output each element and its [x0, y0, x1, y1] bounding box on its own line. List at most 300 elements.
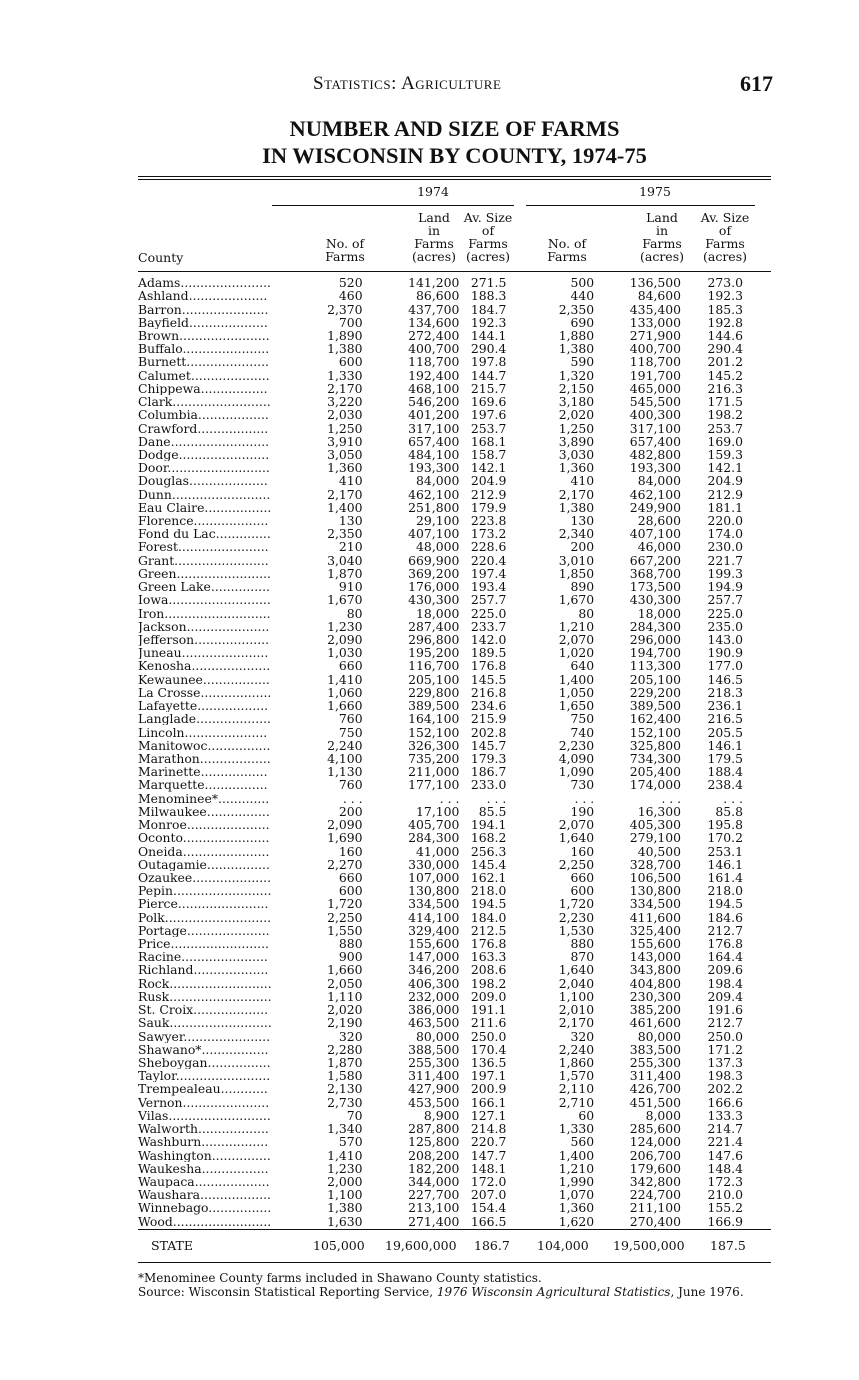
avsize-1975: 199.3: [707, 565, 743, 581]
land-1975: . . .: [661, 790, 682, 806]
county-name: [138, 646, 272, 659]
land-1974: 205,100: [408, 671, 460, 687]
county-label: Door: [138, 461, 168, 475]
land-1975: 80,000: [637, 1028, 682, 1044]
rule-1974: [272, 205, 514, 206]
avsize-1975: 145.2: [707, 367, 743, 383]
source-prefix: Source: Wisconsin Statistical Reporting Service,: [138, 1285, 437, 1299]
leader-dots: ....................: [191, 659, 271, 673]
farms-1975: 1,570: [558, 1068, 595, 1084]
farms-1975: 60: [578, 1107, 595, 1123]
land-1974: 346,200: [408, 962, 460, 978]
avsize-1974: 163.3: [470, 949, 507, 965]
avsize-1975: 220.0: [707, 513, 743, 529]
county-name: [138, 1043, 272, 1056]
farms-1975: 1,210: [558, 618, 595, 634]
farms-1974: 1,380: [327, 341, 363, 357]
col-avsize-1975: [697, 211, 753, 263]
avsize-1975: 290.4: [707, 341, 743, 357]
land-1975: 407,100: [629, 526, 682, 542]
leader-dots: ...........................: [164, 910, 272, 924]
avsize-1974: 197.1: [470, 1068, 507, 1084]
table-row: [138, 1122, 743, 1135]
col-land-1975: [636, 211, 688, 263]
table-row: [138, 606, 743, 619]
table-row: [138, 540, 743, 553]
land-1974: 107,000: [408, 869, 460, 885]
land-1974: 272,400: [408, 327, 460, 343]
farms-1974: 2,730: [327, 1094, 363, 1110]
hdr-line: Farms: [547, 249, 587, 264]
county-label: Green Lake: [138, 580, 211, 594]
avsize-1975: 209.6: [707, 962, 743, 978]
state-rule-bottom: [138, 1262, 771, 1263]
county-name: [138, 633, 272, 646]
avsize-1974: 188.3: [470, 288, 507, 304]
county-name: [138, 540, 272, 553]
land-1974: 388,500: [408, 1041, 460, 1057]
leader-dots: ...................: [193, 963, 269, 977]
avsize-1974: 228.6: [470, 539, 507, 555]
table-row: [138, 1069, 743, 1082]
avsize-1974: 168.2: [470, 830, 507, 846]
table-row: [138, 963, 743, 976]
leader-dots: .........................: [172, 394, 271, 409]
avsize-1974: 209.0: [470, 988, 507, 1004]
land-1974: 155,600: [408, 936, 460, 952]
table-row: [138, 554, 743, 567]
farms-1975: 410: [570, 473, 595, 489]
table-row: [138, 990, 743, 1003]
hdr-line: Farms: [705, 236, 745, 251]
county-label: Clark: [138, 394, 173, 409]
farms-1974: 80: [346, 605, 363, 621]
county-name: [138, 620, 272, 633]
farms-1975: 600: [570, 883, 595, 899]
avsize-1974: 290.4: [470, 341, 507, 357]
avsize-1975: 177.0: [707, 658, 743, 674]
leader-dots: .....................: [186, 923, 270, 937]
farms-1975: 1,090: [558, 764, 595, 780]
leader-dots: .........................: [170, 434, 270, 448]
table-row: [138, 659, 743, 672]
county-label: Adams: [138, 276, 181, 290]
leader-dots: ....................: [189, 474, 268, 488]
land-1974: 311,400: [408, 1068, 460, 1084]
farms-1974: 1,230: [327, 618, 363, 634]
leader-dots: ..................: [197, 421, 269, 435]
farms-1974: 3,040: [327, 552, 363, 568]
avsize-1974: 197.6: [470, 407, 507, 423]
avsize-1975: 192.8: [707, 314, 743, 330]
county-label: Milwaukee: [138, 804, 207, 818]
leader-dots: ....................: [190, 368, 270, 382]
farms-1975: 1,650: [558, 698, 595, 714]
avsize-1975: 191.6: [707, 1002, 743, 1018]
land-1975: 389,500: [629, 698, 682, 714]
hdr-line: Farms: [642, 236, 682, 251]
avsize-1975: 146.5: [707, 671, 743, 687]
land-1974: 406,300: [408, 975, 460, 991]
farms-1974: 1,630: [327, 1213, 363, 1229]
farms-1974: 1,550: [327, 922, 363, 938]
avsize-1975: 185.3: [707, 301, 743, 317]
farms-1974: 2,020: [327, 1002, 363, 1018]
leader-dots: .........................: [171, 487, 271, 501]
table-row: [138, 950, 743, 963]
county-name: [138, 963, 272, 976]
county-name: [138, 1148, 272, 1161]
land-1974: 130,800: [408, 883, 460, 899]
land-1974: 229,800: [408, 684, 460, 700]
farms-1974: 660: [338, 869, 363, 885]
county-name: [138, 1003, 272, 1016]
avsize-1975: 155.2: [707, 1200, 743, 1216]
land-1975: 411,600: [629, 909, 682, 925]
avsize-1975: 238.4: [707, 777, 743, 793]
land-1975: 325,400: [629, 922, 682, 938]
county-name: [138, 699, 272, 712]
leader-dots: ..........................: [168, 593, 271, 607]
land-1975: 106,500: [629, 869, 682, 885]
land-1975: 426,700: [629, 1081, 682, 1097]
page-number: 617: [740, 71, 773, 96]
leader-dots: ................: [207, 1055, 271, 1070]
county-name: [138, 950, 272, 963]
farms-1974: 1,580: [327, 1068, 363, 1084]
farms-1975: 160: [570, 843, 595, 859]
avsize-1974: 142.0: [470, 632, 507, 648]
avsize-1974: 202.8: [470, 724, 507, 740]
avsize-1974: 154.4: [470, 1200, 507, 1216]
farms-1975: 2,010: [558, 1002, 595, 1018]
county-label: Kenosha: [138, 659, 192, 673]
hdr-line: of: [718, 223, 732, 238]
farms-1974: 760: [338, 711, 363, 727]
table-row: [138, 725, 743, 738]
land-1975: 84,600: [637, 288, 682, 304]
county-label: Vernon: [138, 1095, 183, 1109]
land-1974: 330,000: [408, 856, 460, 872]
farms-1974: 1,130: [327, 764, 363, 780]
avsize-1975: 164.4: [707, 949, 743, 965]
avsize-1974: 172.0: [470, 1173, 507, 1189]
land-1974: 401,200: [408, 407, 460, 423]
avsize-1974: 215.7: [470, 380, 507, 396]
avsize-1975: 209.4: [707, 988, 743, 1004]
land-1975: 40,500: [637, 843, 682, 859]
land-1975: 328,700: [629, 856, 682, 872]
avsize-1975: 195.8: [707, 817, 743, 833]
land-1974: 484,100: [408, 446, 460, 462]
county-label: Racine: [138, 950, 182, 964]
avsize-1975: 216.5: [707, 711, 743, 727]
farms-1974: 1,380: [327, 1200, 363, 1216]
avsize-1974: 176.8: [470, 936, 507, 952]
farms-1975: 1,990: [558, 1173, 595, 1189]
leader-dots: ..................: [197, 408, 269, 422]
avsize-1974: 166.5: [470, 1213, 507, 1229]
avsize-1975: 236.1: [707, 698, 743, 714]
county-label: Eau Claire: [138, 500, 205, 514]
hdr-line: Land: [646, 210, 678, 225]
avsize-1974: 212.9: [470, 486, 507, 502]
county-name: [138, 355, 272, 368]
avsize-1974: 256.3: [470, 843, 507, 859]
land-1974: 669,900: [408, 552, 460, 568]
farms-1974: 1,330: [327, 367, 363, 383]
farms-1974: 2,000: [327, 1173, 363, 1189]
land-1974: . . .: [439, 790, 460, 806]
leader-dots: .........................: [170, 936, 269, 951]
leader-dots: ...................: [193, 513, 269, 528]
county-label: Oconto: [138, 831, 183, 845]
land-1974: 255,300: [408, 1055, 460, 1071]
year-1974-label: 1974: [417, 184, 449, 199]
county-label: Pepin: [138, 884, 173, 898]
farms-1975: 870: [570, 949, 595, 965]
county-name: [138, 805, 272, 818]
county-label: Shawano*: [138, 1042, 202, 1056]
land-1975: 224,700: [629, 1187, 682, 1203]
avsize-1974: 189.5: [470, 645, 507, 661]
farms-1975: 2,170: [558, 1015, 595, 1031]
farms-1974: 2,090: [327, 632, 363, 648]
farms-1974: 1,890: [327, 327, 363, 343]
avsize-1975: 171.2: [707, 1041, 743, 1057]
land-1974: 195,200: [408, 645, 460, 661]
farms-1974: 2,170: [327, 486, 363, 502]
table-row: [138, 673, 743, 686]
land-1974: 369,200: [408, 565, 460, 581]
avsize-1974: 191.1: [470, 1002, 507, 1018]
avsize-1975: 144.6: [707, 327, 743, 343]
land-1974: 389,500: [408, 698, 460, 714]
table-row: [138, 1096, 743, 1109]
county-label: Portage: [138, 923, 187, 937]
land-1975: 296,000: [629, 632, 682, 648]
county-name: [138, 316, 272, 329]
land-1974: 41,000: [416, 843, 460, 859]
county-label: Jackson: [138, 619, 187, 633]
avsize-1974: 145.4: [470, 856, 507, 872]
land-1974: 334,500: [408, 896, 460, 912]
county-name: [138, 488, 272, 501]
avsize-1974: 184.7: [470, 301, 507, 317]
farms-1975: 80: [578, 605, 595, 621]
farms-1974: 1,670: [327, 592, 363, 608]
leader-dots: ..................: [200, 1188, 271, 1202]
county-label: Lincoln: [138, 725, 185, 739]
county-name: [138, 924, 272, 937]
county-name: [138, 527, 272, 540]
farms-1975: 320: [570, 1028, 595, 1044]
county-label: Bayfield: [138, 315, 189, 329]
avsize-1974: 214.8: [470, 1121, 507, 1137]
land-1974: 48,000: [416, 539, 460, 555]
county-label: Dodge: [138, 447, 179, 462]
avsize-1974: 179.9: [470, 499, 507, 515]
farms-1975: 2,230: [558, 909, 595, 925]
farms-1974: 1,230: [327, 1160, 363, 1176]
hdr-line: in: [655, 223, 669, 238]
county-label: Burnett: [138, 355, 187, 369]
county-name: [138, 606, 272, 619]
farms-1974: 2,350: [327, 526, 363, 542]
leader-dots: ......................: [181, 302, 269, 316]
county-name: [138, 871, 272, 884]
farms-1975: 1,070: [558, 1187, 595, 1203]
farms-1975: 2,340: [558, 526, 595, 542]
county-label: Trempealeau: [138, 1082, 221, 1096]
land-1975: 545,500: [629, 394, 682, 410]
leader-dots: .......................: [177, 540, 269, 554]
avsize-1975: 171.5: [707, 394, 743, 410]
table-row: [138, 805, 743, 818]
land-1974: 29,100: [416, 513, 460, 529]
farms-1974: 1,690: [327, 830, 363, 846]
table-row: [138, 435, 743, 448]
county-name: [138, 725, 272, 738]
county-name: [138, 276, 272, 289]
avsize-1975: 205.5: [707, 724, 743, 740]
land-1974: 80,000: [416, 1028, 460, 1044]
farms-1975: 1,620: [558, 1213, 595, 1229]
farms-1974: 570: [338, 1134, 363, 1150]
table-row: [138, 924, 743, 937]
county-label: Monroe: [138, 817, 187, 832]
table-row: [138, 977, 743, 990]
avsize-1974: 216.8: [470, 684, 507, 700]
avsize-1975: 184.6: [707, 909, 743, 925]
leader-dots: ...........................: [164, 606, 271, 620]
farms-1975: 730: [570, 777, 595, 793]
table-row: [138, 884, 743, 897]
title-line-2: IN WISCONSIN BY COUNTY, 1974-75: [262, 143, 647, 168]
table-row: [138, 567, 743, 580]
col-land-1974: [408, 211, 460, 263]
farms-1974: 2,190: [327, 1015, 363, 1031]
county-name: [138, 792, 272, 805]
land-1974: 326,300: [408, 737, 460, 753]
farms-1974: 700: [338, 314, 363, 330]
farms-1975: 640: [570, 658, 595, 674]
farms-1975: 890: [570, 579, 595, 595]
farms-1974: 910: [338, 579, 363, 595]
county-name: [138, 342, 272, 355]
county-name: [138, 329, 272, 342]
county-name: [138, 911, 272, 924]
land-1974: 414,100: [408, 909, 460, 925]
land-1975: 179,600: [629, 1160, 682, 1176]
farms-1975: 1,400: [558, 1147, 595, 1163]
leader-dots: .........................: [173, 884, 272, 898]
farms-1974: 1,030: [327, 645, 363, 661]
land-1974: 8,900: [423, 1107, 460, 1123]
leader-dots: ....................: [192, 870, 272, 885]
avsize-1975: 181.1: [707, 499, 743, 515]
title-line-1: NUMBER AND SIZE OF FARMS: [289, 116, 620, 141]
hdr-line: of: [481, 223, 495, 238]
county-name: [138, 1135, 272, 1148]
hdr-line: Av. Size: [700, 210, 750, 225]
avsize-1974: 197.8: [470, 354, 507, 370]
county-name: [138, 382, 272, 395]
county-name: [138, 593, 272, 606]
avsize-1975: 212.7: [707, 1015, 743, 1031]
table-row: [138, 1162, 743, 1175]
land-1975: 136,500: [629, 275, 682, 291]
farms-1975: 2,110: [558, 1081, 595, 1097]
avsize-1975: 230.0: [707, 539, 743, 555]
county-name: [138, 421, 272, 434]
avsize-1975: 137.3: [707, 1055, 743, 1071]
county-label: Sawyer: [138, 1029, 184, 1043]
leader-dots: ....................: [188, 315, 268, 329]
table-row: [138, 778, 743, 791]
land-1975: 271,900: [629, 327, 682, 343]
farms-1974: 1,660: [327, 698, 363, 714]
source-title: 1976 Wisconsin Agricultural Statistics: [436, 1285, 671, 1299]
state-avsize-1975: 187.5: [710, 1238, 746, 1253]
county-label: Marquette: [138, 778, 205, 792]
leader-dots: ......................: [183, 1029, 271, 1043]
farms-1975: 590: [570, 354, 595, 370]
leader-dots: ..........................: [169, 976, 272, 990]
land-1975: 8,000: [645, 1107, 682, 1123]
land-1974: 386,000: [408, 1002, 460, 1018]
leader-dots: ....................: [188, 289, 268, 303]
farms-1974: 2,090: [327, 817, 363, 833]
table-row: [138, 448, 743, 461]
farms-1974: 460: [338, 288, 363, 304]
farms-1975: 130: [570, 513, 595, 529]
county-label: Winnebago: [138, 1201, 209, 1215]
avsize-1975: 166.9: [707, 1213, 743, 1229]
table-row: [138, 765, 743, 778]
table-row: [138, 527, 743, 540]
leader-dots: ......................: [182, 1095, 270, 1109]
avsize-1975: 212.7: [707, 922, 743, 938]
avsize-1975: 190.9: [707, 645, 743, 661]
source-note: [138, 1285, 744, 1299]
table-row: [138, 1082, 743, 1095]
farms-1975: 1,670: [558, 592, 595, 608]
county-label: Waupaca: [138, 1174, 195, 1189]
avsize-1975: 174.0: [707, 526, 743, 542]
county-name: [138, 765, 272, 778]
leader-dots: .......................: [178, 447, 270, 462]
land-1974: 657,400: [408, 433, 460, 449]
farms-1974: 1,870: [327, 565, 363, 581]
leader-dots: .................: [200, 381, 268, 395]
land-1974: 227,700: [408, 1187, 460, 1203]
county-name: [138, 1096, 272, 1109]
avsize-1974: 158.7: [470, 446, 507, 462]
avsize-1975: 176.8: [707, 936, 743, 952]
county-name: [138, 686, 272, 699]
county-label: Green: [138, 566, 177, 581]
top-rule: [138, 176, 771, 177]
leader-dots: .......................: [179, 328, 270, 343]
land-1974: 193,300: [408, 460, 460, 476]
table-row: [138, 699, 743, 712]
table-row: [138, 752, 743, 765]
farms-1974: 2,250: [327, 909, 363, 925]
farms-1975: 440: [570, 288, 595, 304]
land-1975: 229,200: [629, 684, 682, 700]
county-label: Jefferson: [138, 632, 195, 647]
